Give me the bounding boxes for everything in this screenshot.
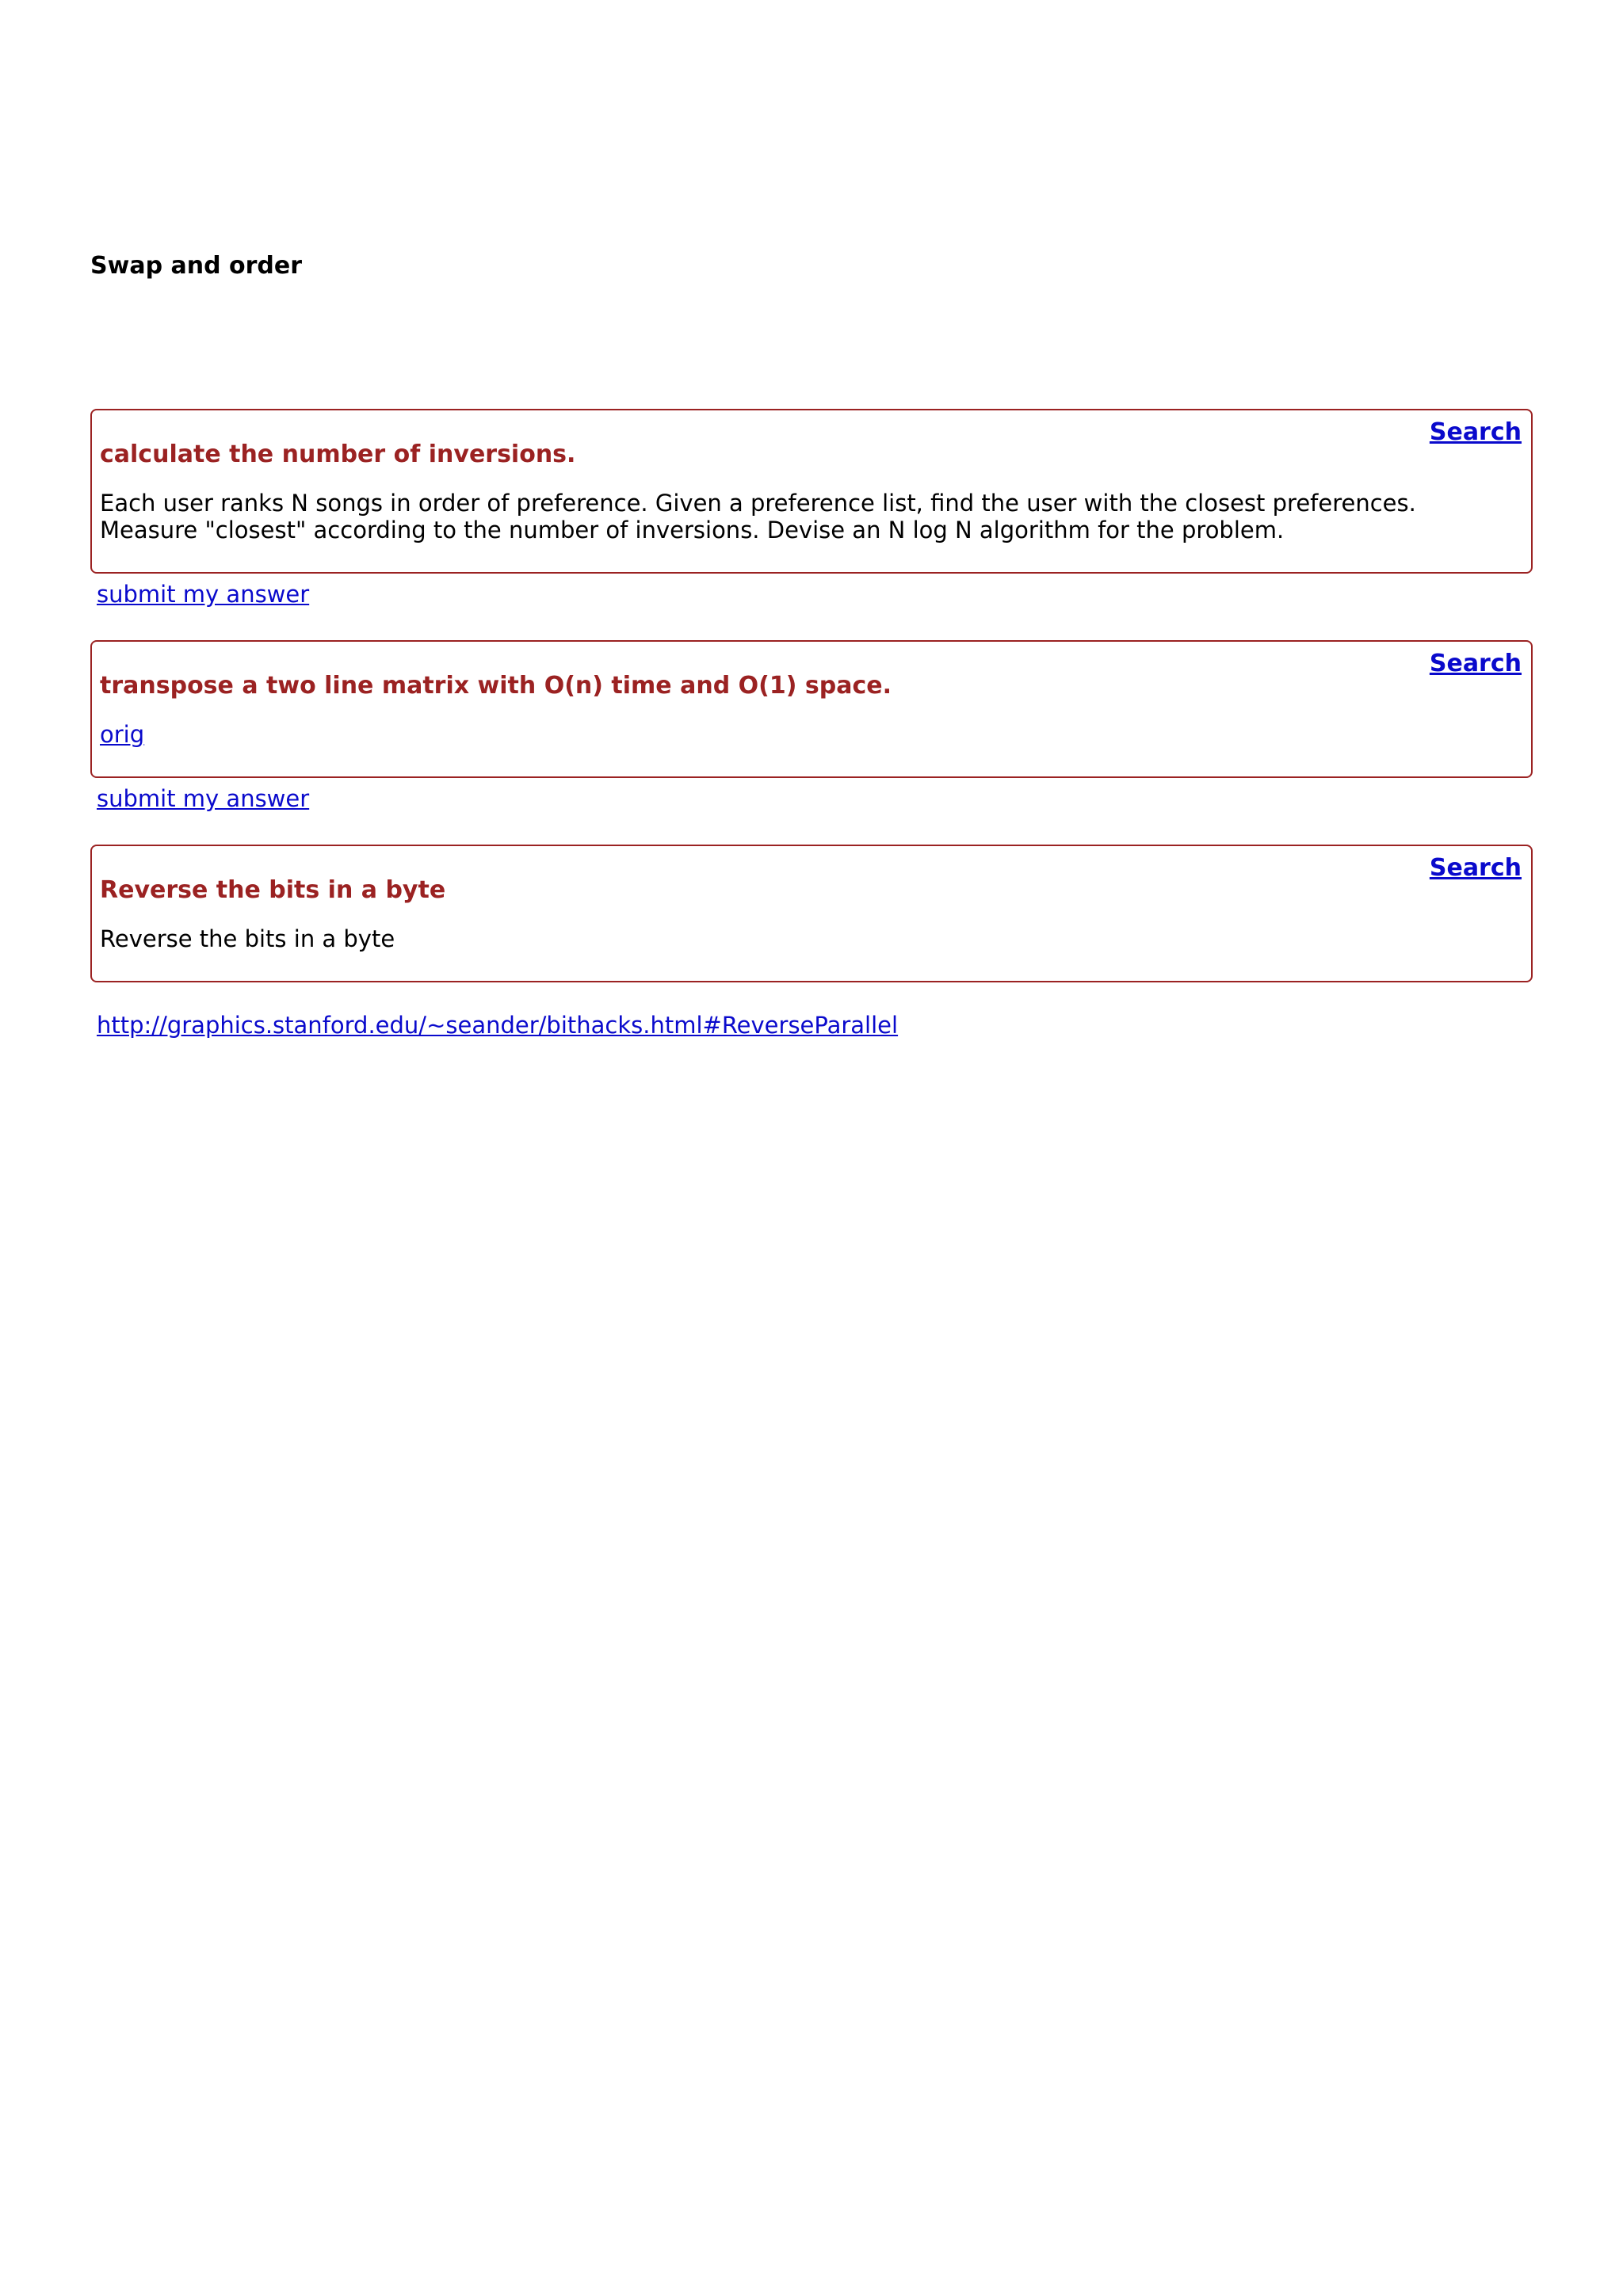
search-link[interactable]: Search (1429, 650, 1522, 677)
orig-link[interactable]: orig (100, 721, 145, 748)
question-title: calculate the number of inversions. (100, 441, 576, 468)
question-body: Each user ranks N songs in order of preference. Given a preference list, find the user with the closest preferences. Measure "closest" according to the number of inversions. Devise an N log N algorithm for the problem. (100, 490, 1416, 543)
question-title: Reverse the bits in a byte (100, 876, 446, 904)
question-body: Reverse the bits in a byte (100, 925, 395, 952)
question-card-transpose (90, 640, 1533, 778)
search-link[interactable]: Search (1429, 854, 1522, 882)
reference-link[interactable]: http://graphics.stanford.edu/~seander/bithacks.html#ReverseParallel (97, 1012, 899, 1039)
submit-answer-link[interactable]: submit my answer (97, 581, 310, 608)
question-title: transpose a two line matrix with O(n) time and O(1) space. (100, 672, 892, 700)
submit-answer-link[interactable]: submit my answer (97, 785, 310, 812)
question-card-inversions (90, 409, 1533, 574)
page-title: Swap and order (90, 252, 303, 280)
search-link[interactable]: Search (1429, 418, 1522, 446)
question-card-reverse-bits (90, 845, 1533, 982)
question-body (100, 721, 1499, 748)
